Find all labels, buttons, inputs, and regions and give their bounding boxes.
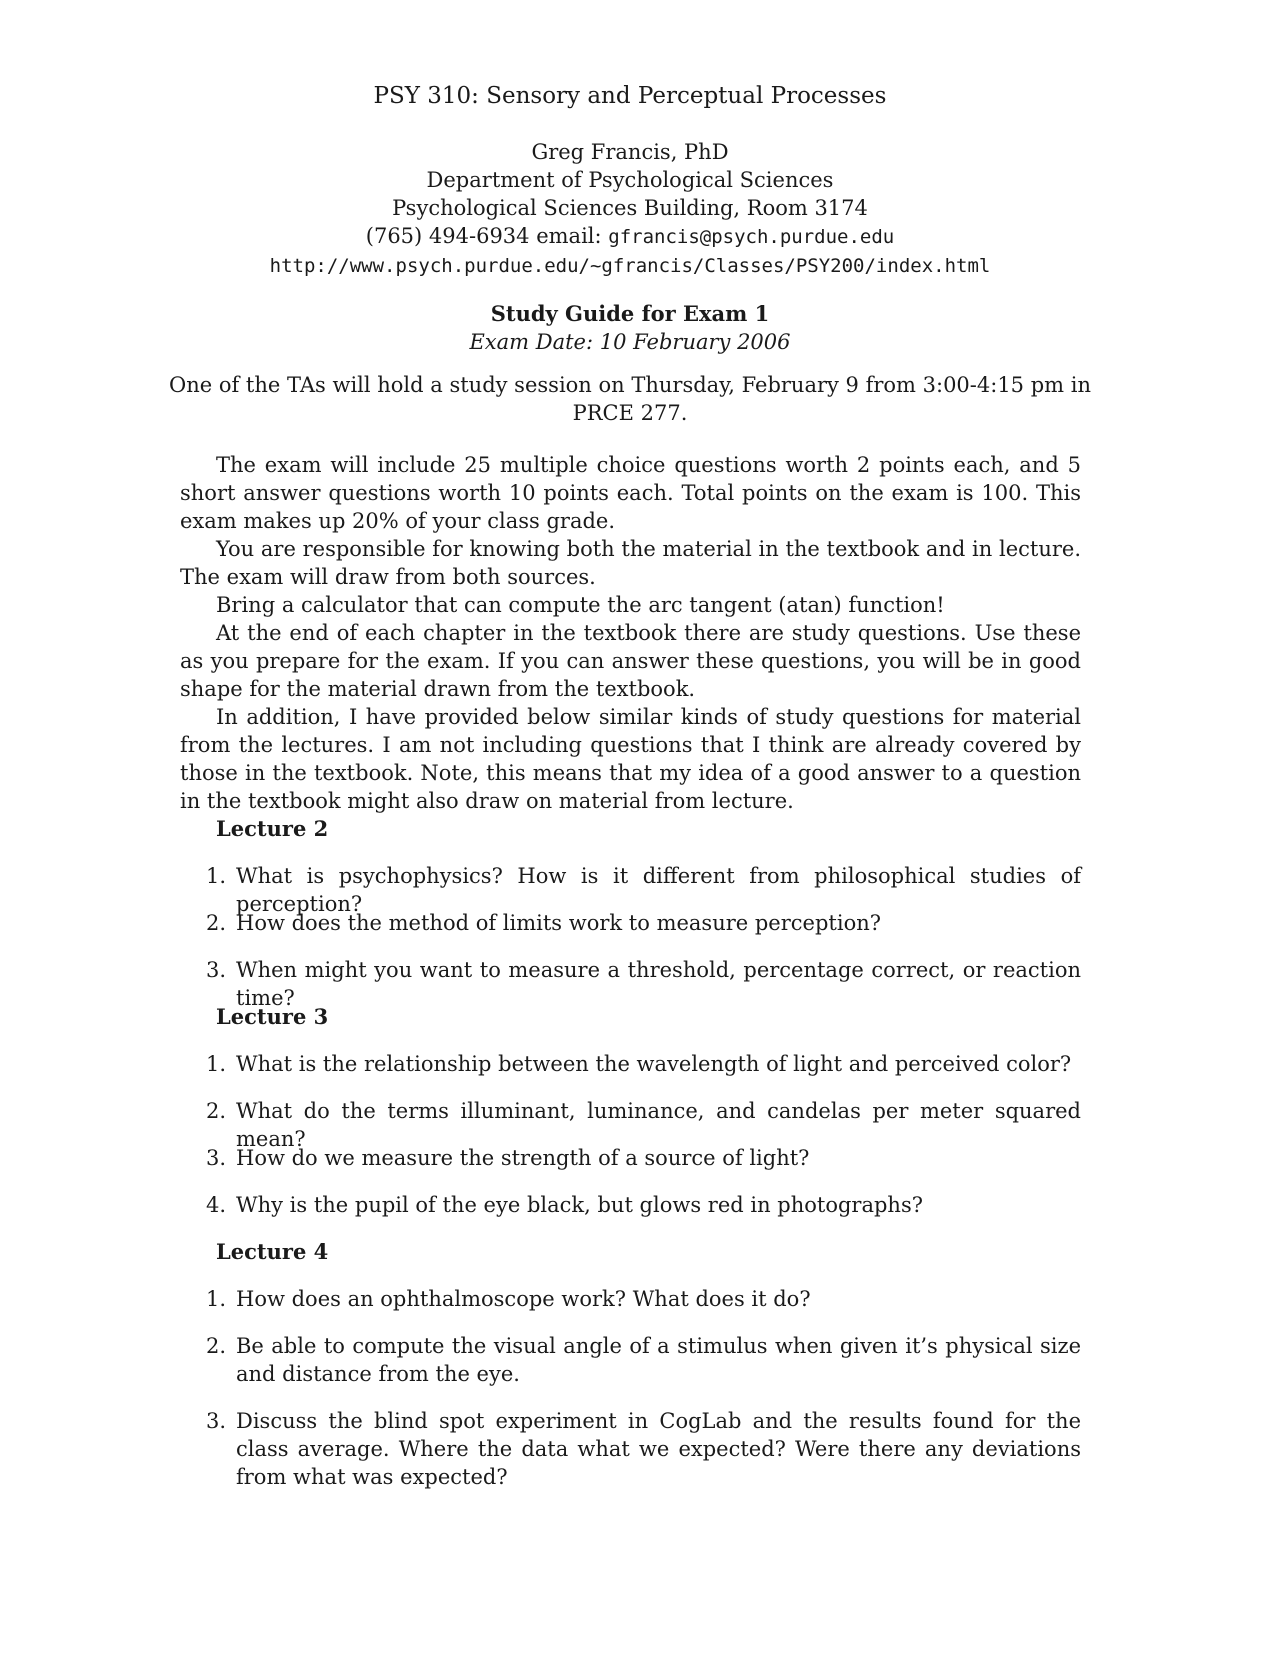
list-item (206, 1332, 1081, 1388)
instructor-name: Greg Francis, PhD (531, 140, 729, 164)
email-link[interactable]: gfrancis@psych.purdue.edu (608, 226, 895, 248)
list-item (206, 909, 1081, 937)
item-text: Why is the pupil of the eye black, but glows red in photographs? (236, 1193, 923, 1217)
item-text: How does an ophthalmoscope work? What does it do? (236, 1287, 811, 1311)
item-text: What is the relationship between the wavelength of light and perceived color? (236, 1052, 1072, 1076)
item-number: 3. (206, 1409, 227, 1433)
contact-line (0, 222, 1260, 251)
item-text: What do the terms illuminant, luminance, and candelas per meter squared mean? (236, 1099, 1081, 1151)
lecture-3-heading: Lecture 3 (216, 1004, 329, 1029)
list-item (206, 1285, 1081, 1313)
item-number: 1. (206, 864, 227, 888)
item-number: 3. (206, 958, 227, 982)
office-location: Psychological Sciences Building, Room 3174 (392, 196, 868, 220)
paragraph-textbook-questions: At the end of each chapter in the textbook there are study questions. Use these as you prepare for the exam. If you can answer these questions, you will be in good shape for the material drawn from the textbook. (180, 621, 1081, 701)
lecture-4-heading: Lecture 4 (216, 1239, 329, 1264)
guide-title: Study Guide for Exam 1 (490, 301, 770, 326)
item-number: 4. (206, 1193, 227, 1217)
item-text: What is psychophysics? How is it different from philosophical studies of perception? (236, 864, 1081, 916)
phone-text: (765) 494-6934 email: (365, 224, 609, 248)
item-text: Discuss the blind spot experiment in CogLab and the results found for the class average. Where the data what we expected? Were there any deviations from what was expected? (236, 1409, 1081, 1489)
item-number: 3. (206, 1146, 227, 1170)
session-line-1: One of the TAs will hold a study session on Thursday, February 9 from 3:00-4:15 pm in (168, 373, 1091, 397)
session-line-2: PRCE 277. (572, 401, 688, 425)
lecture-2-heading: Lecture 2 (216, 816, 329, 841)
list-item (206, 1407, 1081, 1491)
paragraph-calculator: Bring a calculator that can compute the arc tangent (atan) function! (216, 593, 945, 617)
list-item (206, 956, 1081, 1012)
list-item (206, 1050, 1081, 1078)
paragraph-exam-format: The exam will include 25 multiple choice questions worth 2 points each, and 5 short answer questions worth 10 points each. Total points on the exam is 100. This exam makes up 20% of your class grade. (180, 453, 1081, 533)
exam-date: Exam Date: 10 February 2006 (469, 330, 791, 354)
item-number: 1. (206, 1052, 227, 1076)
department: Department of Psychological Sciences (426, 168, 834, 192)
paragraph-lecture-questions: In addition, I have provided below similar kinds of study questions for material from the lectures. I am not including questions that I think are already covered by those in the textbook. Note, this means that my idea of a good answer to a question in the textbook might also draw on material from lecture. (180, 705, 1081, 813)
item-text: How do we measure the strength of a source of light? (236, 1146, 810, 1170)
list-item (206, 1191, 1081, 1219)
item-number: 2. (206, 911, 227, 935)
item-number: 1. (206, 1287, 227, 1311)
paragraph-material: You are responsible for knowing both the material in the textbook and in lecture. The exam will draw from both sources. (180, 537, 1081, 589)
course-title: PSY 310: Sensory and Perceptual Processes (373, 83, 887, 109)
item-number: 2. (206, 1099, 227, 1123)
item-number: 2. (206, 1334, 227, 1358)
course-url-link[interactable]: http://www.psych.purdue.edu/~gfrancis/Classes/PSY200/index.html (269, 255, 991, 277)
list-item (206, 1144, 1081, 1172)
item-text: How does the method of limits work to measure perception? (236, 911, 881, 935)
item-text: When might you want to measure a threshold, percentage correct, or reaction time? (236, 958, 1081, 1010)
item-text: Be able to compute the visual angle of a stimulus when given it’s physical size and distance from the eye. (236, 1334, 1081, 1386)
